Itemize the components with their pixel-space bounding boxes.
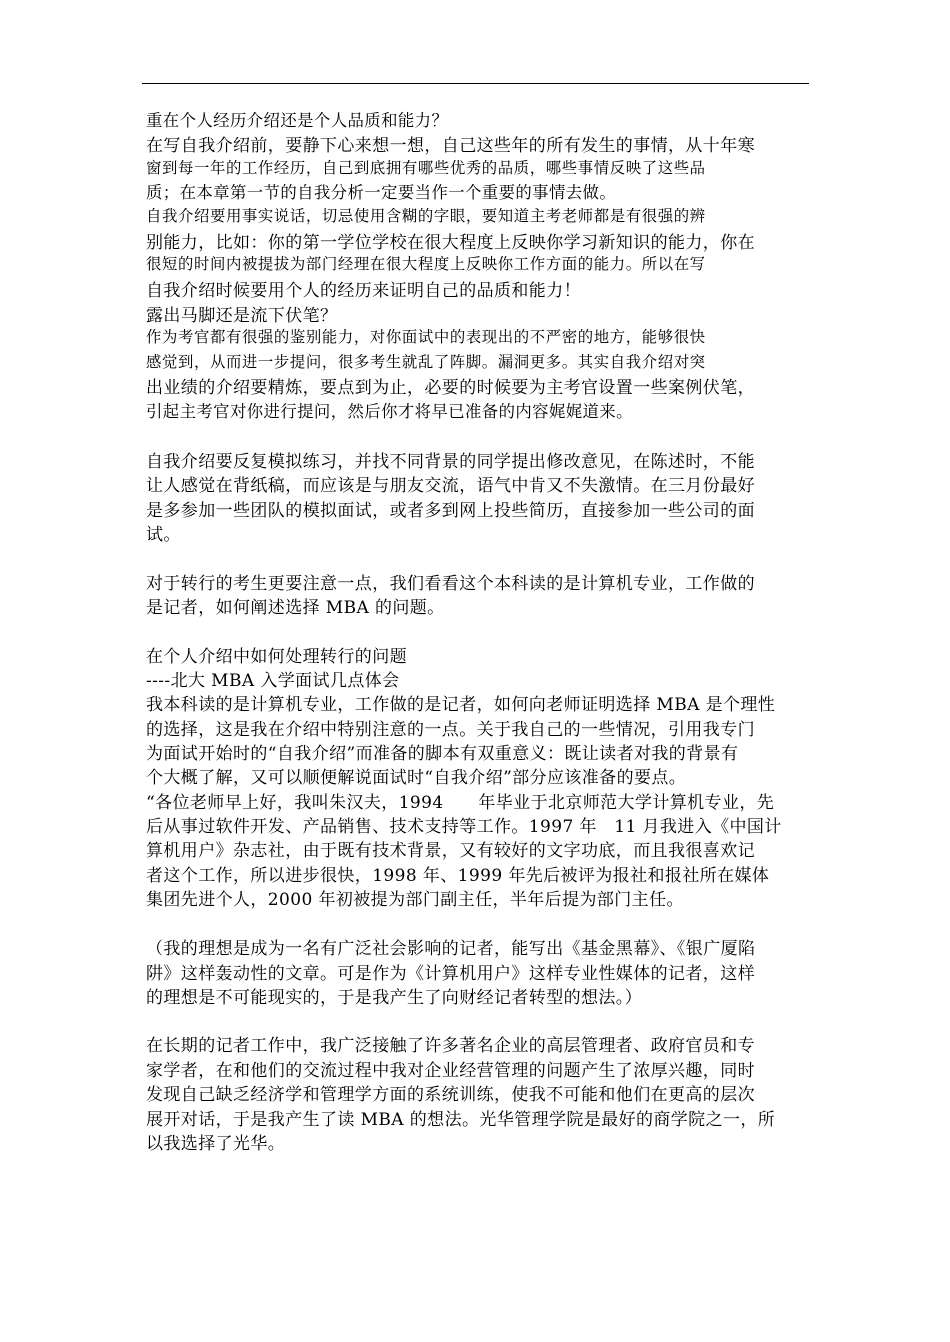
paragraph-line: 阱》这样轰动性的文章。可是作为《计算机用户》这样专业性媒体的记者，这样 — [146, 964, 755, 984]
paragraph-line: 引起主考官对你进行提问，然后你才将早已准备的内容娓娓道来。 — [146, 402, 633, 421]
paragraph-line: 的选择，这是我在介绍中特别注意的一点。关于我自己的一些情况，引用我专门 — [146, 720, 755, 740]
paragraph-line: 在个人介绍中如何处理转行的问题 — [146, 647, 407, 667]
paragraph-line: 露出马脚还是流下伏笔？ — [146, 306, 338, 326]
paragraph-line: 以我选择了光华。 — [146, 1134, 286, 1154]
paragraph-line: 自我介绍要用事实说话，切忌使用含糊的字眼，要知道主考老师都是有很强的辨 — [146, 207, 706, 225]
paragraph-line: 展开对话，于是我产生了读 MBA 的想法。光华管理学院是最好的商学院之一，所 — [146, 1110, 776, 1130]
paragraph-line: 后从事过软件开发、产品销售、技术支持等工作。1997 年 11 月我进入《中国计 — [146, 817, 782, 837]
paragraph-line: 感觉到，从而进一步提问，很多考生就乱了阵脚。漏洞更多。其实自我介绍对突 — [146, 353, 706, 371]
paragraph-line: 自我介绍要反复模拟练习，并找不同背景的同学提出修改意见，在陈述时，不能 — [146, 452, 755, 472]
paragraph-line: 试。 — [146, 525, 181, 545]
paragraph-line: 发现自己缺乏经济学和管理学方面的系统训练，使我不可能和他们在更高的层次 — [146, 1085, 755, 1105]
paragraph-line: 自我介绍时候要用个人的经历来证明自己的品质和能力！ — [146, 281, 581, 301]
paragraph-line: 在写自我介绍前，要静下心来想一想，自己这些年的所有发生的事情，从十年寒 — [146, 136, 755, 156]
paragraph-line: 质；在本章第一节的自我分析一定要当作一个重要的事情去做。 — [146, 183, 617, 202]
paragraph-line: 为面试开始时的“自我介绍”而准备的脚本有双重意义：既让读者对我的背景有 — [146, 744, 739, 764]
paragraph-line: 者这个工作，所以进步很快，1998 年、1999 年先后被评为报社和报社所在媒体 — [146, 866, 770, 886]
paragraph-line: ----北大 MBA 入学面试几点体会 — [146, 671, 400, 691]
paragraph-line: 我本科读的是计算机专业，工作做的是记者，如何向老师证明选择 MBA 是个理性 — [146, 695, 776, 715]
paragraph-line: 窗到每一年的工作经历，自己到底拥有哪些优秀的品质，哪些事情反映了这些品 — [146, 159, 706, 177]
paragraph-line: 个大概了解，又可以顺便解说面试时“自我介绍”部分应该准备的要点。 — [146, 768, 687, 788]
paragraph-line: 出业绩的介绍要精炼，要点到为止，必要的时候要为主考官设置一些案例伏笔， — [146, 378, 755, 398]
paragraph-line: 让人感觉在背纸稿，而应该是与朋友交流，语气中肯又不失激情。在三月份最好 — [146, 476, 755, 496]
paragraph-line: 在长期的记者工作中，我广泛接触了许多著名企业的高层管理者、政府官员和专 — [146, 1036, 755, 1056]
paragraph-line: “各位老师早上好，我叫朱汉夫，1994 年毕业于北京师范大学计算机专业，先 — [146, 793, 775, 813]
paragraph-line: 是多参加一些团队的模拟面试，或者多到网上投些简历，直接参加一些公司的面 — [146, 501, 755, 521]
paragraph-line: 作为考官都有很强的鉴别能力，对你面试中的表现出的不严密的地方，能够很快 — [146, 328, 706, 346]
paragraph-line: 的理想是不可能现实的，于是我产生了向财经记者转型的想法。） — [146, 988, 643, 1008]
paragraph-line: 集团先进个人，2000 年初被提为部门副主任，半年后提为部门主任。 — [146, 890, 684, 910]
paragraph-line: （我的理想是成为一名有广泛社会影响的记者，能写出《基金黑幕》、《银广厦陷 — [146, 939, 756, 959]
paragraph-line: 重在个人经历介绍还是个人品质和能力？ — [146, 111, 449, 130]
paragraph-line: 家学者，在和他们的交流过程中我对企业经营管理的问题产生了浓厚兴趣，同时 — [146, 1061, 755, 1081]
paragraph-line: 是记者，如何阐述选择 MBA 的问题。 — [146, 598, 445, 618]
paragraph-line: 算机用户》杂志社，由于既有技术背景，又有较好的文字功底，而且我很喜欢记 — [146, 841, 755, 861]
paragraph-line: 很短的时间内被提拔为部门经理在很大程度上反映你工作方面的能力。所以在写 — [146, 255, 706, 273]
header-rule — [142, 83, 809, 84]
paragraph-line: 对于转行的考生更要注意一点，我们看看这个本科读的是计算机专业，工作做的 — [146, 574, 755, 594]
paragraph-line: 别能力，比如：你的第一学位学校在很大程度上反映你学习新知识的能力，你在 — [146, 233, 755, 253]
